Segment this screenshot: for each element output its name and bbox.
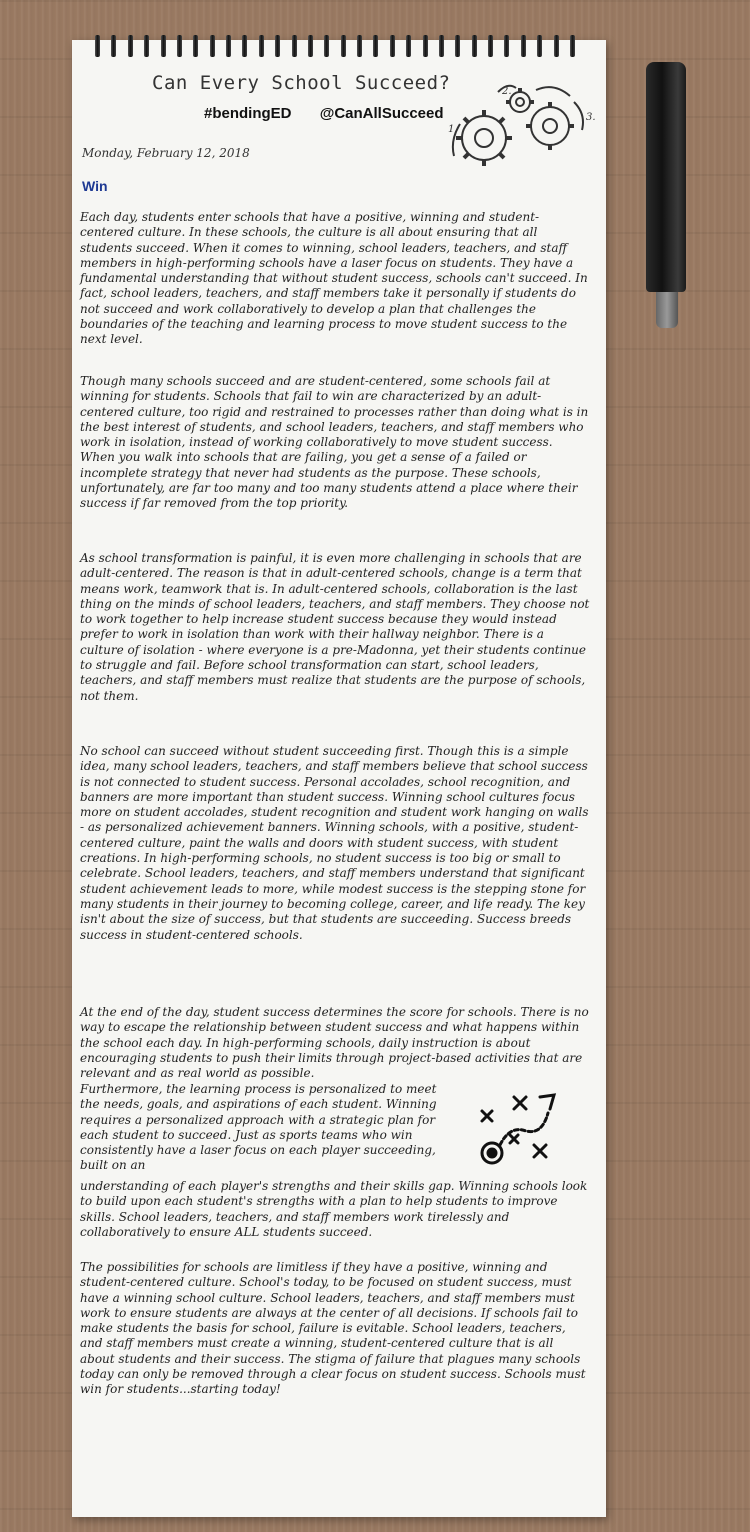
spiral-ring bbox=[423, 35, 428, 57]
spiral-ring bbox=[324, 35, 329, 57]
paragraph: Furthermore, the learning process is personalized to meet the needs, goals, and aspirations of each student. Winning requires a personalized approach with a strategic plan for each student to succeed. Just as sports teams who win consistently have a laser focus on each player succeeding, built on an bbox=[80, 1082, 437, 1173]
spiral-ring bbox=[292, 35, 297, 57]
spiral-ring bbox=[177, 35, 182, 57]
spiral-ring bbox=[95, 35, 100, 57]
paragraph: As school transformation is painful, it is even more challenging in schools that are adult-centered. The reason is that in adult-centered schools, change is a term that means work, teamwork that is. In adult-centered schools, collaboration is the last thing on the minds of school leaders, teachers, and staff members. They choose not to work together to help increase student success because they would instead prefer to work in isolation than work with their hallway neighbor. There is a culture of isolation - where everyone is a pre-Madonna, yet their students continue to struggle and fail. Before school transformation can start, school leaders, teachers, and staff members must realize that students are the purpose of schools, not them. bbox=[80, 551, 590, 703]
spiral-ring bbox=[161, 35, 166, 57]
pen-tip bbox=[656, 292, 678, 328]
spiral-ring bbox=[455, 35, 460, 57]
spiral-ring bbox=[111, 35, 116, 57]
gear-label: 2. bbox=[502, 86, 512, 97]
spiral-ring bbox=[504, 35, 509, 57]
spiral-ring bbox=[439, 35, 444, 57]
spiral-ring bbox=[341, 35, 346, 57]
spiral-ring bbox=[226, 35, 231, 57]
spiral-ring bbox=[275, 35, 280, 57]
paragraph: The possibilities for schools are limitless if they have a positive, winning and student-centered culture. School's today, to be focused on student success, must have a winning school culture. School leaders, teachers, and staff members must work to ensure students are always at the center of all decisions. If schools fail to make students the basis for school, failure is evitable. School leaders, teachers, and staff members must create a winning, student-centered culture that is all about students and their success. The stigma of failure that plagues many schools today can only be removed through a clear focus on student success. Schools must win for students...starting today! bbox=[80, 1260, 586, 1397]
pen bbox=[644, 62, 690, 330]
paragraph: At the end of the day, student success determines the score for schools. There is no way to escape the relationship between student success and what happens within the school each day. In high-performing schools, daily instruction is about encouraging students to push their limits through project-based activities that are relevant and as real world as possible. bbox=[80, 1005, 589, 1081]
social-tags bbox=[204, 105, 444, 122]
gear-label: 3. bbox=[586, 112, 596, 123]
twitter-handle-link[interactable]: @CanAllSucceed bbox=[319, 105, 444, 122]
gears-icon bbox=[446, 80, 602, 176]
hashtag-link[interactable]: #bendingED bbox=[204, 105, 292, 122]
spiral-ring bbox=[554, 35, 559, 57]
spiral-ring bbox=[144, 35, 149, 57]
spiral-ring bbox=[210, 35, 215, 57]
post-date: Monday, February 12, 2018 bbox=[82, 146, 250, 160]
spiral-ring bbox=[570, 35, 575, 57]
spiral-ring bbox=[488, 35, 493, 57]
gear-label: 1. bbox=[448, 124, 458, 135]
spiral-binding bbox=[95, 35, 575, 61]
spiral-ring bbox=[242, 35, 247, 57]
paragraph: understanding of each player's strengths and their skills gap. Winning schools look to build upon each student's strengths with a plan to help students to improve skills. School leaders, teachers, and staff members work tirelessly and collaboratively to ensure ALL students succeed. bbox=[80, 1179, 588, 1239]
paragraph: Though many schools succeed and are student-centered, some schools fail at winning for students. Schools that fail to win are characterized by an adult-centered culture, too rigid and restrained to processes rather than doing what is in the best interest of students, and school leaders, teachers, and staff members who work in isolation, instead of working collaboratively to move student success. When you walk into schools that are failing, you get a sense of a failed or incomplete strategy that never had students as the purpose. These schools, unfortunately, are far too many and too many students attend a place where their success if far removed from the top priority. bbox=[80, 374, 589, 511]
page-title: Can Every School Succeed? bbox=[152, 72, 451, 94]
post-heading: Win bbox=[82, 178, 108, 194]
spiral-ring bbox=[472, 35, 477, 57]
spiral-ring bbox=[521, 35, 526, 57]
spiral-ring bbox=[537, 35, 542, 57]
spiral-ring bbox=[259, 35, 264, 57]
spiral-ring bbox=[128, 35, 133, 57]
spiral-ring bbox=[308, 35, 313, 57]
pen-cap bbox=[646, 62, 686, 292]
game-plan-icon bbox=[470, 1085, 568, 1175]
spiral-ring bbox=[193, 35, 198, 57]
spiral-ring bbox=[373, 35, 378, 57]
spiral-ring bbox=[390, 35, 395, 57]
spiral-ring bbox=[406, 35, 411, 57]
paragraph: No school can succeed without student succeeding first. Though this is a simple idea, many school leaders, teachers, and staff members believe that school success is not connected to student success. Personal accolades, school recognition, and banners are more important than student success. Winning school cultures focus more on student accolades, student recognition and student work hanging on walls - as personalized achievement banners. Winning schools, with a positive, student-centered culture, paint the walls and doors with student success, with student creations. In high-performing schools, no student success is too big or small to celebrate. School leaders, teachers, and staff members understand that significant student achievement leads to more, while modest success is the stepping stone for many students in their journey to becoming college, career, and life ready. The key isn't about the size of success, but that students are succeeding. Success breeds success in student-centered schools. bbox=[80, 744, 589, 942]
spiral-ring bbox=[357, 35, 362, 57]
paragraph: Each day, students enter schools that have a positive, winning and student-centered culture. In these schools, the culture is all about ensuring that all students succeed. When it comes to winning, school leaders, teachers, and staff members in high-performing schools have a laser focus on students. They have a fundamental understanding that without student success, schools can't succeed. In fact, school leaders, teachers, and staff members take it personally if students do not succeed and work collaboratively to develop a plan that challenges the boundaries of the teaching and learning process to move student success to the next level. bbox=[80, 210, 588, 347]
